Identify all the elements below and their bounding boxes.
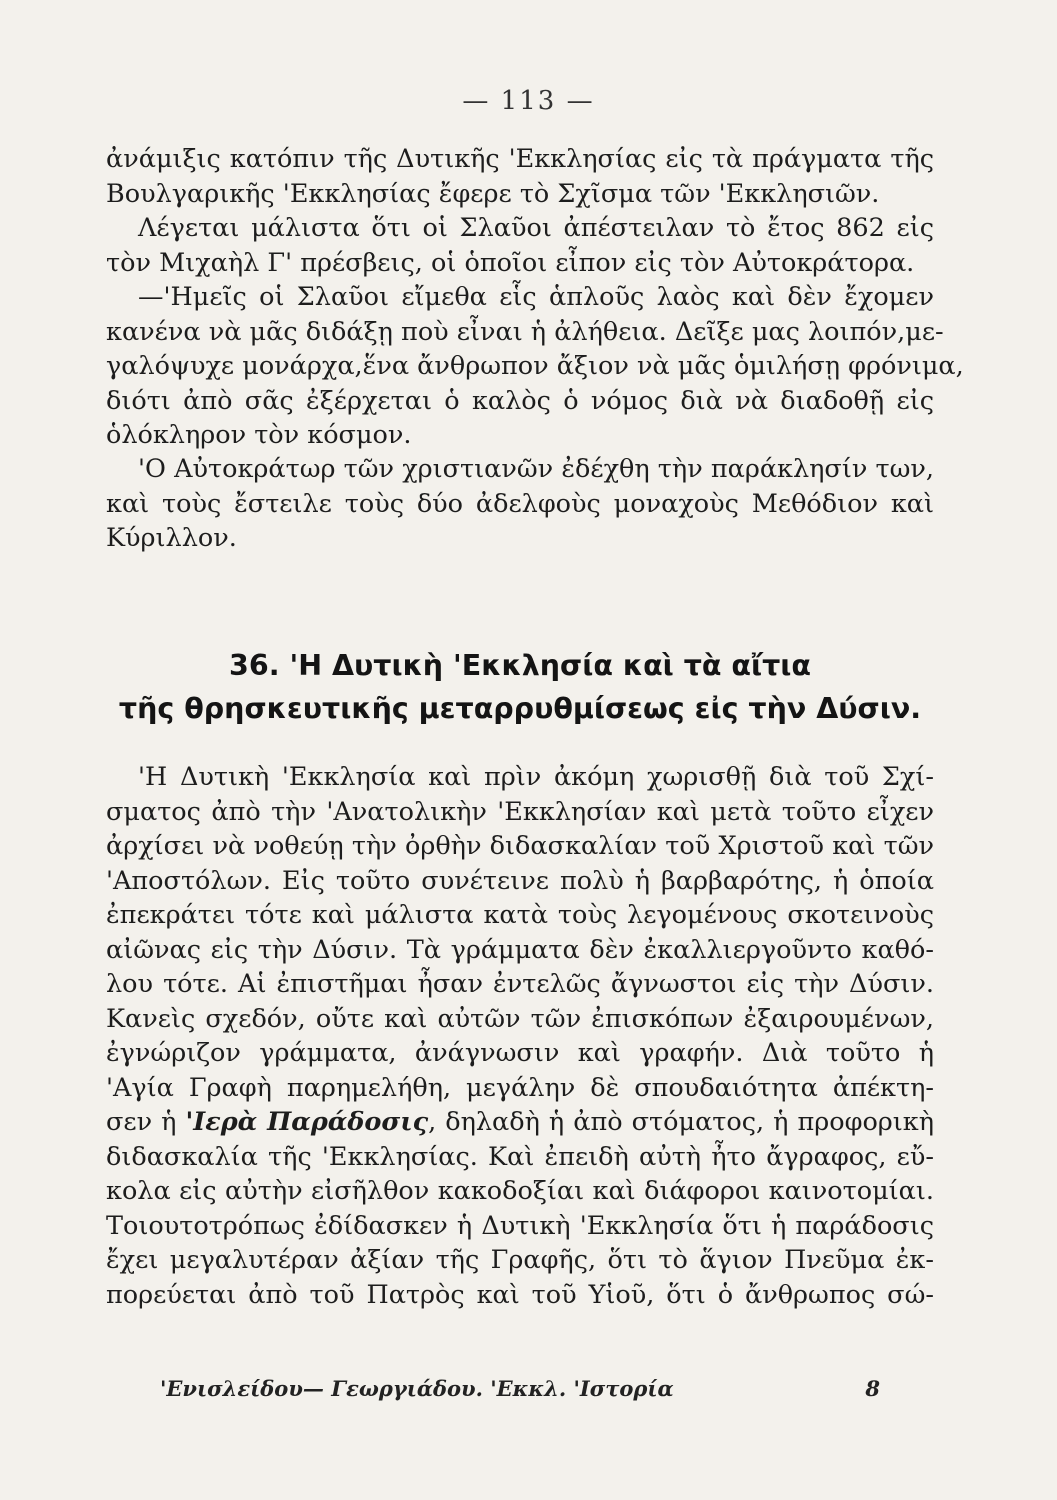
text-line: 'Η Δυτικὴ 'Εκκλησία καὶ πρὶν ἀκόμη χωρισθῇ διὰ τοῦ Σχί- [138, 762, 934, 792]
text-line: ἀρχίσει νὰ νοθεύῃ τὴν ὀρθὴν διδασκαλίαν τοῦ Χριστοῦ καὶ τῶν [106, 831, 934, 861]
section-title-line-2: τῆς θρησκευτικῆς μεταρρυθμίσεως εἰς τὴν Δύσιν. [118, 692, 922, 725]
paragraph-2 [106, 211, 934, 280]
text-line: τὸν Μιχαὴλ Γ' πρέσβεις, οἱ ὁποῖοι εἶπον εἰς τὸν Αὐτοκράτορα. [106, 247, 915, 278]
text-line: γαλόψυχε μονάρχα,ἕνα ἄνθρωπον ἄξιον νὰ μᾶς ὁμιλήσῃ φρόνιμα, [106, 351, 964, 381]
text-line: 'Αγία Γραφὴ παρημελήθη, μεγάλην δὲ σπουδαιότητα ἀπέκτη- [106, 1072, 934, 1103]
emphasized-term: 'Ιερὰ Παράδοσις [185, 1107, 429, 1137]
paragraph-3 [106, 280, 964, 453]
section-title-line-1: 'Η Δυτικὴ 'Εκκλησία καὶ τὰ αἴτια [289, 649, 811, 682]
text-line: διότι ἀπὸ σᾶς ἐξέρχεται ὁ καλὸς ὁ νόμος διὰ νὰ διαδοθῇ εἰς [106, 385, 934, 416]
text-line: ἐπεκράτει τότε καὶ μάλιστα κατὰ τοὺς λεγομένους σκοτεινοὺς [106, 900, 934, 930]
text-line: διδασκαλία τῆς 'Εκκλησίας. Καὶ ἐπειδὴ αὐτὴ ἦτο ἄγραφος, εὔ- [106, 1141, 934, 1172]
text-line: Λέγεται μάλιστα ὅτι οἱ Σλαῦοι ἀπέστειλαν τὸ ἔτος 862 εἰς [138, 213, 934, 243]
text-line: αἰῶνας εἰς τὴν Δύσιν. Τὰ γράμματα δὲν ἐκαλλιεργοῦντο καθό- [106, 934, 934, 965]
text-line: καὶ τοὺς ἔστειλε τοὺς δύο ἀδελφοὺς μοναχοὺς Μεθόδιον καὶ [106, 488, 934, 519]
footer-signature-mark: 8 [865, 1376, 880, 1401]
text-line: 'Ο Αὐτοκράτωρ τῶν χριστιανῶν ἐδέχθη τὴν παράκλησίν των, [138, 454, 934, 484]
text-line: ἀνάμιξις κατόπιν τῆς Δυτικῆς 'Εκκλησίας εἰς τὰ πράγματα τῆς [106, 144, 934, 174]
text-line: ἔχει μεγαλυτέραν ἀξίαν τῆς Γραφῆς, ὅτι τὸ ἅγιον Πνεῦμα ἐκ- [106, 1245, 934, 1275]
text-line: λου τότε. Αἱ ἐπιστῆμαι ἦσαν ἐντελῶς ἄγνωστοι εἰς τὴν Δύσιν. [106, 969, 934, 999]
text-line: 'Αποστόλων. Εἰς τοῦτο συνέτεινε πολὺ ἡ βαρβαρότης, ἡ ὁποία [106, 865, 934, 896]
text-line: Τοιουτοτρόπως ἐδίδασκεν ἡ Δυτικὴ 'Εκκλησία ὅτι ἡ παράδοσις [106, 1210, 934, 1241]
text-line: ἐγνώριζον γράμματα, ἀνάγνωσιν καὶ γραφήν. Διὰ τοῦτο ἡ [106, 1038, 934, 1068]
paragraph-5 [106, 760, 934, 1312]
page-footer [160, 1376, 880, 1401]
text-fragment: , δηλαδὴ ἡ ἀπὸ στόματος, ἡ προφορικὴ [428, 1107, 935, 1137]
paragraph-1 [106, 142, 934, 211]
paragraph-4 [106, 452, 934, 556]
text-line: Κανεὶς σχεδόν, οὔτε καὶ αὐτῶν τῶν ἐπισκόπων ἐξαιρουμένων, [106, 1003, 934, 1034]
text-line-with-emphasis [106, 1105, 934, 1140]
text-fragment: σεν ἡ [106, 1107, 186, 1137]
text-line: Βουλγαρικῆς 'Εκκλησίας ἔφερε τὸ Σχῖσμα τῶν 'Εκκλησιῶν. [106, 178, 880, 209]
text-line: σματος ἀπὸ τὴν 'Ανατολικὴν 'Εκκλησίαν καὶ μετὰ τοῦτο εἶχεν [106, 796, 934, 827]
section-number: 36. [229, 649, 280, 682]
text-line: κανένα νὰ μᾶς διδάξῃ ποὺ εἶναι ἡ ἀλήθεια. Δεῖξε μας λοιπόν,με- [106, 316, 944, 347]
text-line: ὁλόκληρον τὸν κόσμον. [106, 420, 412, 450]
text-line: πορεύεται ἀπὸ τοῦ Πατρὸς καὶ τοῦ Υἱοῦ, ὅτι ὁ ἄνθρωπος σώ- [106, 1279, 934, 1310]
text-line: —'Ημεῖς οἱ Σλαῦοι εἴμεθα εἷς ἁπλοῦς λαὸς καὶ δὲν ἔχομεν [138, 282, 934, 312]
footer-signature: 'Ενισλείδου— Γεωργιάδου. 'Εκκλ. 'Ιστορία [160, 1376, 674, 1401]
page-number: — 113 — [462, 86, 595, 116]
section-heading [106, 644, 934, 730]
text-line: Κύριλλον. [106, 523, 237, 553]
text-line: κολα εἰς αὐτὴν εἰσῆλθον κακοδοξίαι καὶ διάφοροι καινοτομίαι. [106, 1176, 934, 1206]
